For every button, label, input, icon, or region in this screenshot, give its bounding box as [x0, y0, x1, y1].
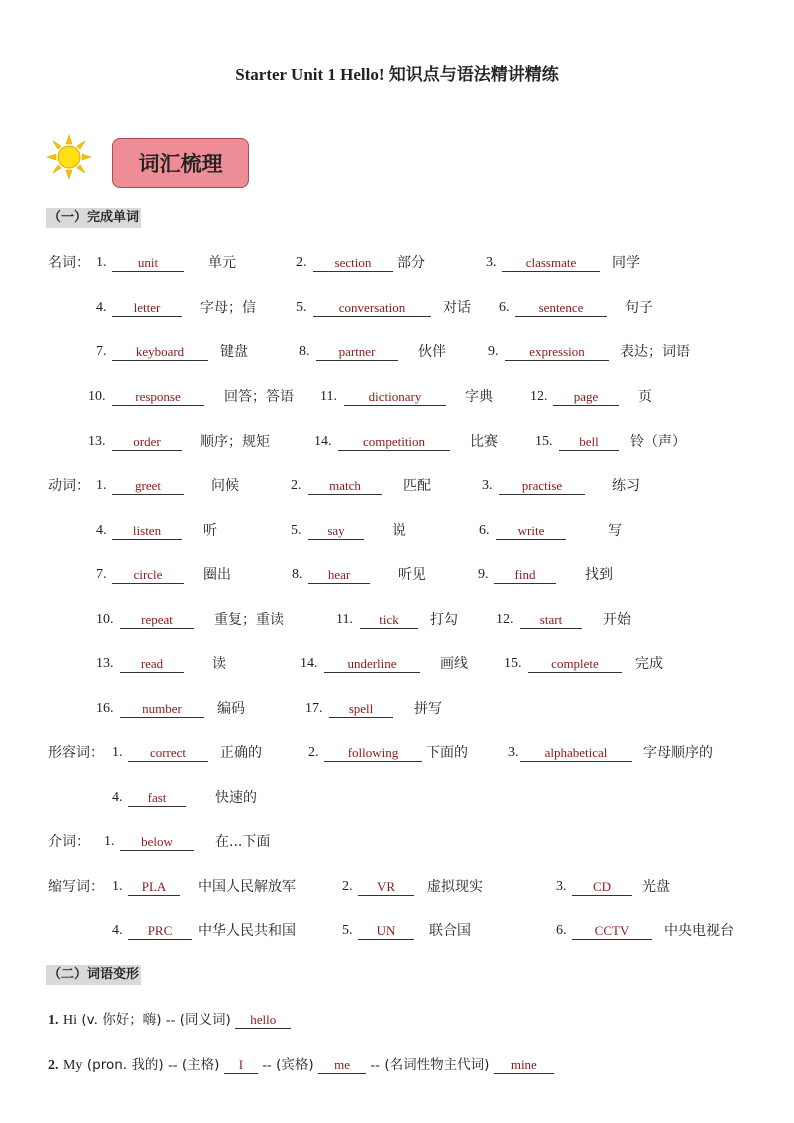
- chinese-meaning: 开始: [603, 612, 631, 628]
- answer-slot: [128, 786, 186, 810]
- answer-slot: [112, 430, 182, 454]
- answer-slot: [120, 608, 194, 632]
- answer-slot: [496, 519, 566, 543]
- answer-slot: [528, 652, 622, 676]
- item-number: 8.: [299, 344, 310, 359]
- vocab-row: [0, 563, 794, 587]
- answer-blank[interactable]: bell: [559, 434, 619, 451]
- answer-blank[interactable]: fast: [128, 790, 186, 807]
- answer-blank[interactable]: VR: [358, 879, 414, 896]
- item-number: 7.: [96, 567, 107, 582]
- answer-blank[interactable]: following: [324, 745, 422, 762]
- chinese-meaning: 光盘: [642, 879, 670, 895]
- answer-slot: [324, 741, 422, 765]
- answer-blank[interactable]: alphabetical: [520, 745, 632, 762]
- item-number: 4.: [96, 523, 107, 538]
- answer-blank[interactable]: complete: [528, 656, 622, 673]
- answer-slot: [120, 652, 184, 676]
- answer-blank[interactable]: section: [313, 255, 393, 272]
- answer-blank[interactable]: tick: [360, 612, 418, 629]
- vocab-row: [0, 608, 794, 632]
- answer-blank[interactable]: dictionary: [344, 389, 446, 406]
- chinese-meaning: 回答；答语: [224, 389, 294, 405]
- chinese-meaning: 比赛: [470, 434, 498, 450]
- item-number: 8.: [292, 567, 303, 582]
- item-number: 16.: [96, 701, 114, 716]
- item-number: 3.: [486, 255, 497, 270]
- answer-blank[interactable]: match: [308, 478, 382, 495]
- answer-slot: [502, 251, 600, 275]
- answer-slot: [572, 875, 632, 899]
- chinese-meaning: 部分: [397, 255, 425, 271]
- category-label: 名词：: [48, 255, 90, 271]
- answer-slot: [316, 340, 398, 364]
- answer-blank[interactable]: I: [224, 1057, 258, 1074]
- answer-slot: [360, 608, 418, 632]
- item-number: 5.: [296, 300, 307, 315]
- answer-slot: [308, 519, 364, 543]
- chinese-meaning: 画线: [440, 656, 468, 672]
- answer-slot: [112, 385, 204, 409]
- item-number: 12.: [530, 389, 548, 404]
- answer-slot: [338, 430, 450, 454]
- answer-slot: [505, 340, 609, 364]
- answer-blank[interactable]: greet: [112, 478, 184, 495]
- answer-blank[interactable]: circle: [112, 567, 184, 584]
- chinese-meaning: 键盘: [220, 344, 248, 360]
- section-heading-word-forms: （二）词语变形: [46, 965, 141, 985]
- chinese-meaning: 伙伴: [418, 344, 446, 360]
- answer-slot: [128, 741, 208, 765]
- answer-blank[interactable]: underline: [324, 656, 420, 673]
- chinese-meaning: 单元: [208, 255, 236, 271]
- chinese-meaning: 页: [638, 389, 652, 405]
- vocab-row: [0, 741, 794, 765]
- chinese-meaning: 表达；词语: [620, 344, 690, 360]
- answer-slot: [128, 919, 192, 943]
- chinese-meaning: 完成: [635, 656, 663, 672]
- chinese-meaning: 联合国: [429, 923, 471, 939]
- answer-blank[interactable]: hello: [235, 1012, 291, 1029]
- item-number: 17.: [305, 701, 323, 716]
- answer-blank[interactable]: number: [120, 701, 204, 718]
- chinese-meaning: 读: [212, 656, 226, 672]
- answer-slot: [112, 340, 208, 364]
- chinese-meaning: 字典: [465, 389, 493, 405]
- answer-slot: [308, 563, 370, 587]
- answer-slot: [120, 830, 194, 854]
- chinese-meaning: 写: [608, 523, 622, 539]
- section-heading-complete-words: （一）完成单词: [46, 208, 141, 228]
- answer-slot: [520, 608, 582, 632]
- answer-slot: [324, 652, 420, 676]
- chinese-meaning: 编码: [217, 701, 245, 717]
- item-number: 2.: [308, 745, 319, 760]
- item-number: 1.: [112, 745, 123, 760]
- answer-slot: [313, 251, 393, 275]
- chinese-meaning: 在...下面: [215, 834, 271, 850]
- answer-blank[interactable]: keyboard: [112, 344, 208, 361]
- answer-blank[interactable]: say: [308, 523, 364, 540]
- answer-slot: [344, 385, 446, 409]
- item-number: 2.: [342, 879, 353, 894]
- item-number: 12.: [496, 612, 514, 627]
- answer-blank[interactable]: listen: [112, 523, 182, 540]
- answer-blank[interactable]: UN: [358, 923, 414, 940]
- item-number: 13.: [88, 434, 106, 449]
- answer-blank[interactable]: find: [494, 567, 556, 584]
- item-number: 9.: [478, 567, 489, 582]
- answer-blank[interactable]: practise: [499, 478, 585, 495]
- answer-blank[interactable]: classmate: [502, 255, 600, 272]
- answer-blank[interactable]: partner: [316, 344, 398, 361]
- answer-slot: [329, 697, 393, 721]
- answer-blank[interactable]: write: [496, 523, 566, 540]
- answer-blank[interactable]: expression: [505, 344, 609, 361]
- chinese-meaning: 重复；重读: [214, 612, 284, 628]
- item-number: 6.: [499, 300, 510, 315]
- chinese-meaning: 圈出: [203, 567, 231, 583]
- answer-blank[interactable]: mine: [494, 1057, 554, 1074]
- item-number: 1.: [96, 478, 107, 493]
- item-number: 13.: [96, 656, 114, 671]
- chinese-meaning: 字母顺序的: [643, 745, 713, 761]
- item-number: 15.: [535, 434, 553, 449]
- answer-slot: [120, 697, 204, 721]
- vocab-row: [0, 251, 794, 275]
- item-number: 6.: [479, 523, 490, 538]
- vocab-row: [0, 340, 794, 364]
- item-number: 10.: [96, 612, 114, 627]
- vocab-row: [0, 519, 794, 543]
- answer-blank[interactable]: sentence: [515, 300, 607, 317]
- answer-blank[interactable]: correct: [128, 745, 208, 762]
- chinese-meaning: 字母；信: [200, 300, 256, 316]
- answer-slot: [499, 474, 585, 498]
- answer-slot: [112, 563, 184, 587]
- vocab-row: [0, 430, 794, 454]
- answer-slot: [358, 875, 414, 899]
- forms-row-2: 2. My (pron. 我的) -- (主格) I -- (宾格) me -- (名词性物主代词) mine: [48, 1053, 554, 1077]
- item-number: 3.: [508, 745, 519, 760]
- chinese-meaning: 中华人民共和国: [198, 923, 296, 939]
- item-number: 10.: [88, 389, 106, 404]
- item-number: 14.: [314, 434, 332, 449]
- answer-blank[interactable]: spell: [329, 701, 393, 718]
- item-number: 4.: [112, 790, 123, 805]
- vocab-row: [0, 652, 794, 676]
- answer-blank[interactable]: me: [318, 1057, 366, 1074]
- answer-slot: [112, 296, 182, 320]
- answer-blank[interactable]: CD: [572, 879, 632, 896]
- vocab-row: [0, 474, 794, 498]
- sun-icon: [46, 134, 92, 180]
- vocab-row: [0, 786, 794, 810]
- answer-blank[interactable]: letter: [112, 300, 182, 317]
- item-number: 5.: [291, 523, 302, 538]
- item-number: 6.: [556, 923, 567, 938]
- item-number: 14.: [300, 656, 318, 671]
- answer-blank[interactable]: page: [553, 389, 619, 406]
- vocab-row: [0, 830, 794, 854]
- chinese-meaning: 下面的: [426, 745, 468, 761]
- answer-blank[interactable]: unit: [112, 255, 184, 272]
- answer-slot: [553, 385, 619, 409]
- chinese-meaning: 中国人民解放军: [198, 879, 296, 895]
- item-number: 4.: [96, 300, 107, 315]
- chinese-meaning: 铃（声）: [630, 434, 686, 450]
- answer-blank[interactable]: start: [520, 612, 582, 629]
- item-number: 11.: [320, 389, 337, 404]
- category-label: 形容词：: [48, 745, 104, 761]
- item-number: 7.: [96, 344, 107, 359]
- item-number: 3.: [482, 478, 493, 493]
- answer-blank[interactable]: PRC: [128, 923, 192, 940]
- answer-slot: [494, 563, 556, 587]
- chinese-meaning: 练习: [612, 478, 640, 494]
- answer-blank[interactable]: read: [120, 656, 184, 673]
- chinese-meaning: 打勾: [430, 612, 458, 628]
- item-number: 2.: [291, 478, 302, 493]
- answer-blank[interactable]: repeat: [120, 612, 194, 629]
- answer-slot: [358, 919, 414, 943]
- answer-blank[interactable]: PLA: [128, 879, 180, 896]
- answer-blank[interactable]: CCTV: [572, 923, 652, 940]
- chinese-meaning: 对话: [443, 300, 471, 316]
- answer-slot: [112, 251, 184, 275]
- answer-blank[interactable]: conversation: [313, 300, 431, 317]
- chinese-meaning: 快速的: [215, 790, 257, 806]
- chinese-meaning: 听: [203, 523, 217, 539]
- item-number: 11.: [336, 612, 353, 627]
- category-label: 缩写词：: [48, 879, 104, 895]
- chinese-meaning: 匹配: [403, 478, 431, 494]
- item-number: 1.: [112, 879, 123, 894]
- page-title: Starter Unit 1 Hello! 知识点与语法精讲精练: [235, 65, 559, 84]
- answer-slot: [308, 474, 382, 498]
- vocab-row: [0, 697, 794, 721]
- item-number: 1.: [96, 255, 107, 270]
- chinese-meaning: 找到: [585, 567, 613, 583]
- category-label: 介词：: [48, 834, 90, 850]
- answer-blank[interactable]: below: [120, 834, 194, 851]
- vocab-row: [0, 875, 794, 899]
- answer-blank[interactable]: response: [112, 389, 204, 406]
- chinese-meaning: 说: [392, 523, 406, 539]
- answer-slot: [559, 430, 619, 454]
- item-number: 4.: [112, 923, 123, 938]
- answer-slot: [112, 519, 182, 543]
- category-label: 动词：: [48, 478, 90, 494]
- chinese-meaning: 句子: [625, 300, 653, 316]
- answer-blank[interactable]: competition: [338, 434, 450, 451]
- item-number: 2.: [296, 255, 307, 270]
- chinese-meaning: 拼写: [414, 701, 442, 717]
- chinese-meaning: 同学: [612, 255, 640, 271]
- vocab-row: [0, 919, 794, 943]
- answer-slot: [128, 875, 180, 899]
- chinese-meaning: 顺序；规矩: [200, 434, 270, 450]
- answer-slot: [112, 474, 184, 498]
- item-number: 9.: [488, 344, 499, 359]
- item-number: 3.: [556, 879, 567, 894]
- item-number: 1.: [104, 834, 115, 849]
- vocab-badge: 词汇梳理: [112, 138, 249, 188]
- answer-slot: [313, 296, 431, 320]
- chinese-meaning: 听见: [398, 567, 426, 583]
- item-number: 15.: [504, 656, 522, 671]
- answer-slot: [520, 741, 632, 765]
- answer-slot: [572, 919, 652, 943]
- item-number: 5.: [342, 923, 353, 938]
- chinese-meaning: 虚拟现实: [427, 879, 483, 895]
- answer-blank[interactable]: order: [112, 434, 182, 451]
- vocab-row: [0, 385, 794, 409]
- chinese-meaning: 中央电视台: [664, 923, 734, 939]
- vocab-row: [0, 296, 794, 320]
- forms-row-1: 1. Hi (v. 你好；嗨) -- (同义词) hello: [48, 1008, 291, 1032]
- answer-blank[interactable]: hear: [308, 567, 370, 584]
- chinese-meaning: 正确的: [220, 745, 262, 761]
- answer-slot: [515, 296, 607, 320]
- chinese-meaning: 问候: [211, 478, 239, 494]
